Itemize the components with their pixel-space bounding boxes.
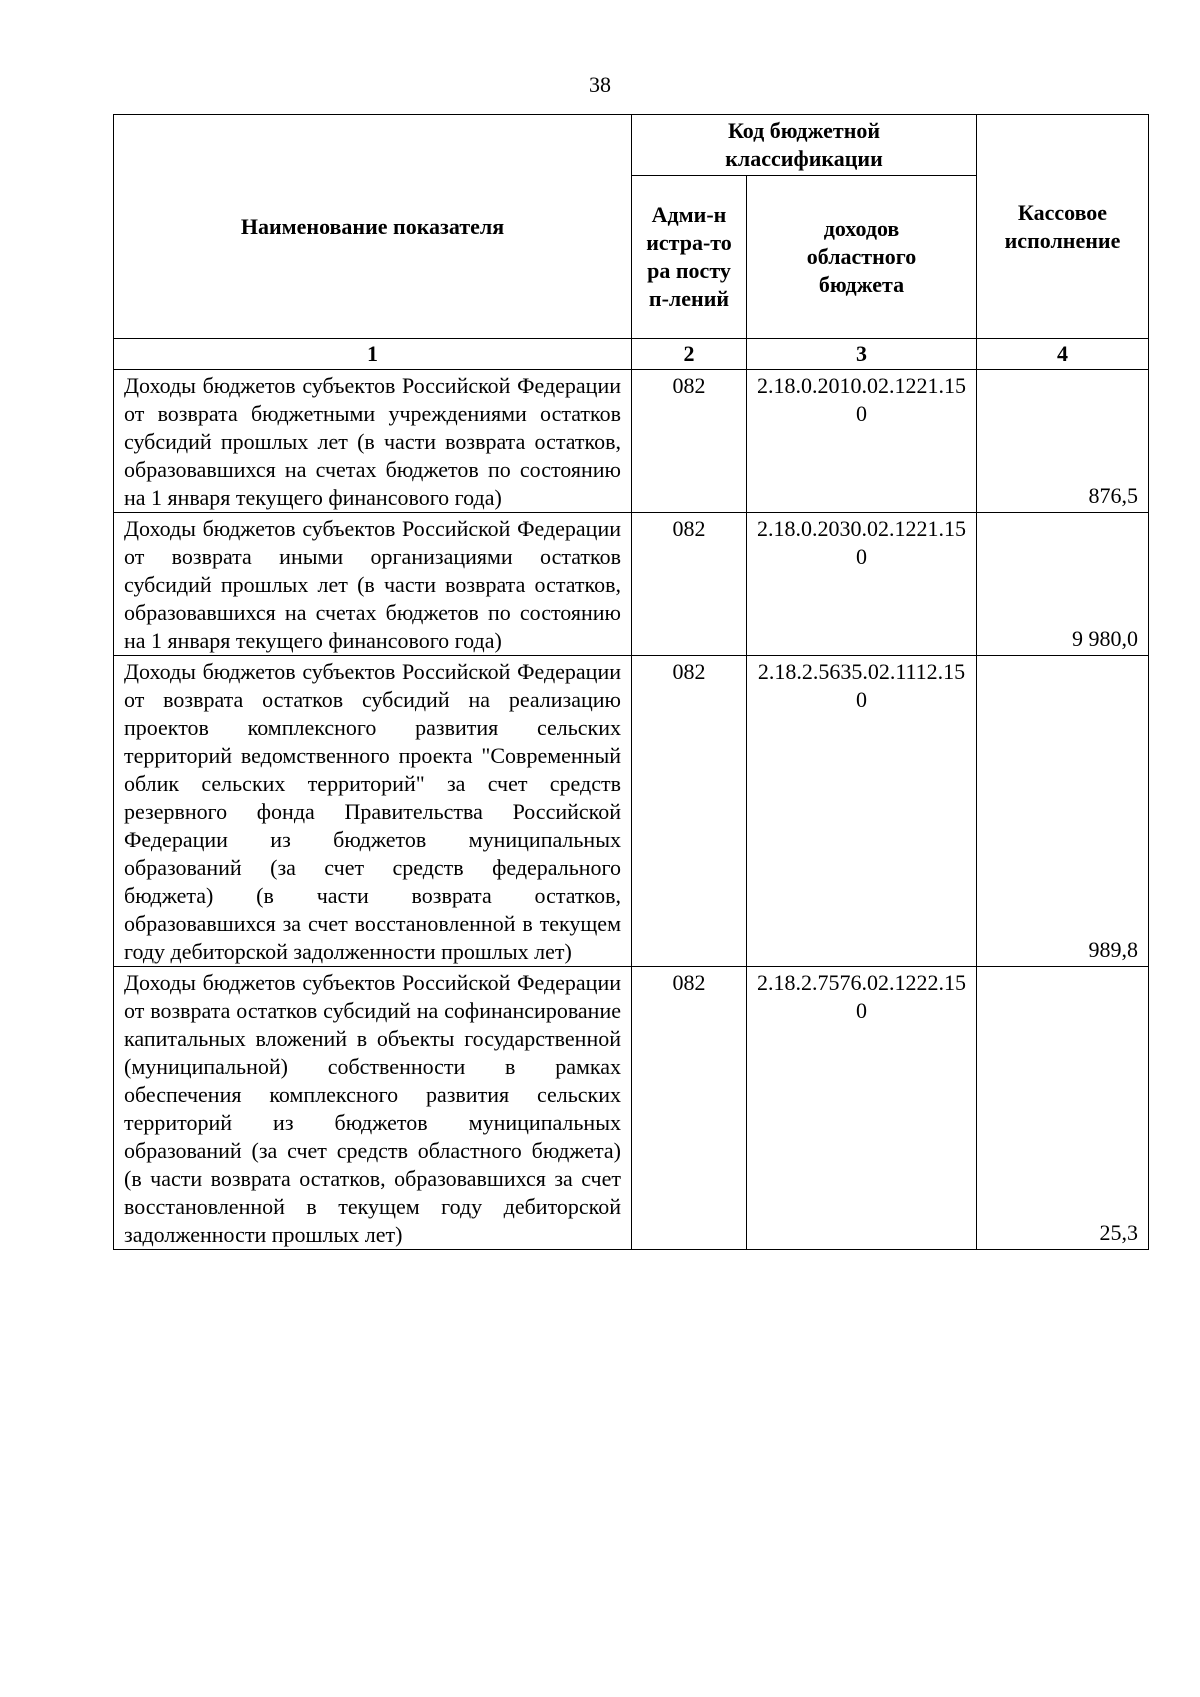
row-name: Доходы бюджетов субъектов Российской Федерации от возврата остатков субсидий на софинансирование капитальных вложений в объекты государственной (муниципальной) собственности в рамках обеспечения комплексного развития сельских территорий из бюджетов муниципальных образований (за счет средств областного бюджета) (в части возврата остатков, образовавшихся за счет восстановленной в текущем году дебиторской задолженности прошлых лет) bbox=[114, 967, 632, 1250]
table-row bbox=[114, 656, 1149, 967]
header-name: Наименование показателя bbox=[114, 115, 632, 339]
row-admin-code: 082 bbox=[632, 967, 747, 1250]
row-admin-code: 082 bbox=[632, 656, 747, 967]
row-amount: 9 980,0 bbox=[977, 513, 1149, 656]
row-name: Доходы бюджетов субъектов Российской Федерации от возврата иными организациями остатков субсидий прошлых лет (в части возврата остатков, образовавшихся на счетах бюджетов по состоянию на 1 января текущего финансового года) bbox=[114, 513, 632, 656]
revenue-table bbox=[113, 114, 1149, 1250]
header-code-group: Код бюджетной классификации bbox=[632, 115, 977, 176]
row-amount: 25,3 bbox=[977, 967, 1149, 1250]
row-amount: 876,5 bbox=[977, 370, 1149, 513]
col-number-1: 1 bbox=[114, 339, 632, 370]
row-budget-code: 2.18.2.5635.02.1112.150 bbox=[747, 656, 977, 967]
row-budget-code: 2.18.0.2010.02.1221.150 bbox=[747, 370, 977, 513]
col-number-2: 2 bbox=[632, 339, 747, 370]
page-number: 38 bbox=[589, 72, 611, 97]
table-row bbox=[114, 967, 1149, 1250]
row-name: Доходы бюджетов субъектов Российской Федерации от возврата остатков субсидий на реализацию проектов комплексного развития сельских территорий ведомственного проекта "Современный облик сельских территорий" за счет средств резервного фонда Правительства Российской Федерации из бюджетов муниципальных образований (за счет средств федерального бюджета) (в части возврата остатков, образовавшихся за счет восстановленной в текущем году дебиторской задолженности прошлых лет) bbox=[114, 656, 632, 967]
row-admin-code: 082 bbox=[632, 513, 747, 656]
table-row bbox=[114, 370, 1149, 513]
header-income: доходов областного бюджета bbox=[747, 176, 977, 339]
row-budget-code: 2.18.0.2030.02.1221.150 bbox=[747, 513, 977, 656]
row-admin-code: 082 bbox=[632, 370, 747, 513]
table-row bbox=[114, 513, 1149, 656]
row-amount: 989,8 bbox=[977, 656, 1149, 967]
header-execution: Кассовое исполнение bbox=[977, 115, 1149, 339]
row-budget-code: 2.18.2.7576.02.1222.150 bbox=[747, 967, 977, 1250]
header-admin: Адми-нистра-тора поступ-лений bbox=[632, 176, 747, 339]
col-number-3: 3 bbox=[747, 339, 977, 370]
row-name: Доходы бюджетов субъектов Российской Федерации от возврата бюджетными учреждениями остатков субсидий прошлых лет (в части возврата остатков, образовавшихся на счетах бюджетов по состоянию на 1 января текущего финансового года) bbox=[114, 370, 632, 513]
col-number-4: 4 bbox=[977, 339, 1149, 370]
